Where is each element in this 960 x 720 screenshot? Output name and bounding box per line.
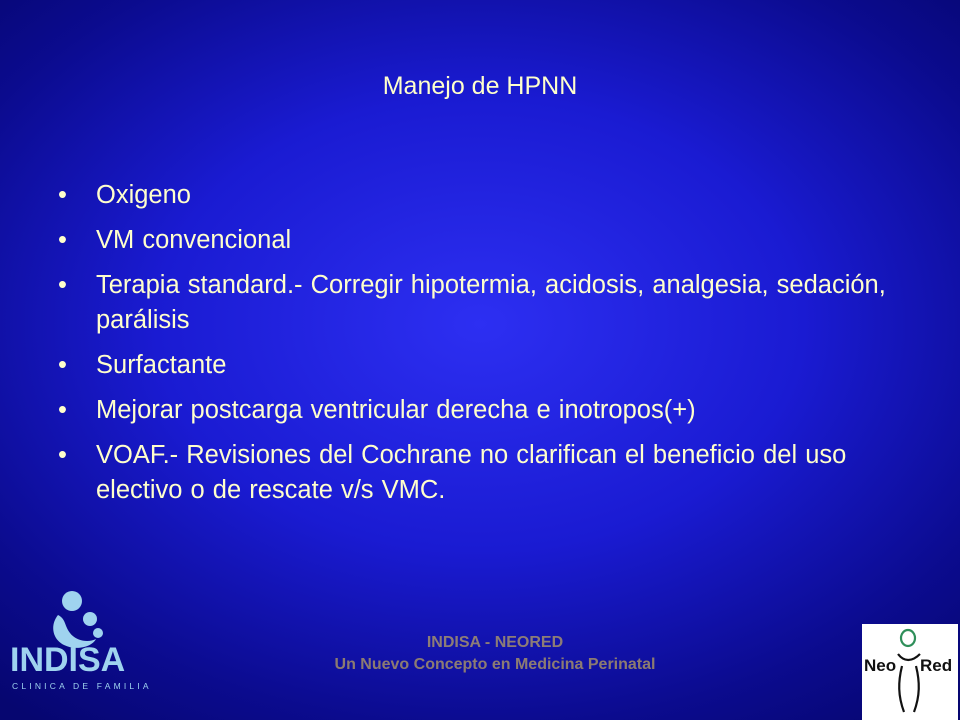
indisa-wordmark: INDISA [10,641,126,679]
footer [240,632,750,676]
bullet-item [58,438,918,508]
bullet-text: Oxigeno [96,181,191,209]
neored-left-word: Neo [864,656,897,675]
bullet-dot: • [58,441,67,469]
bullet-text: Terapia standard.- Corregir hipotermia, acidosis, analgesia, sedación, parálisis [96,271,886,334]
bullet-item [58,223,918,258]
footer-line-2: Un Nuevo Concepto en Medicina Perinatal [334,656,656,673]
bullet-text: Surfactante [96,351,227,379]
bullet-list [58,178,918,518]
bullet-item [58,268,918,338]
neored-right-word: Red [920,656,953,675]
bullet-text: VOAF.- Revisiones del Cochrane no clarifican el beneficio del uso electivo o de rescate v/s VMC. [96,441,847,504]
slide-title: Manejo de HPNN [382,72,578,100]
bullet-dot: • [58,396,67,424]
indisa-logo [6,585,154,695]
bullet-dot: • [58,226,67,254]
bullet-text: Mejorar postcarga ventricular derecha e inotropos(+) [96,396,696,424]
bullet-item [58,393,918,428]
bullet-text: VM convencional [96,226,292,254]
bullet-dot: • [58,271,67,299]
bullet-item [58,348,918,383]
bullet-dot: • [58,351,67,379]
indisa-figure-icon [53,591,103,648]
footer-line-1: INDISA - NEORED [426,634,564,651]
bullet-dot: • [58,181,67,209]
indisa-tagline: CLINICA DE FAMILIA [12,681,152,691]
neored-logo [862,624,958,720]
bullet-item [58,178,918,213]
